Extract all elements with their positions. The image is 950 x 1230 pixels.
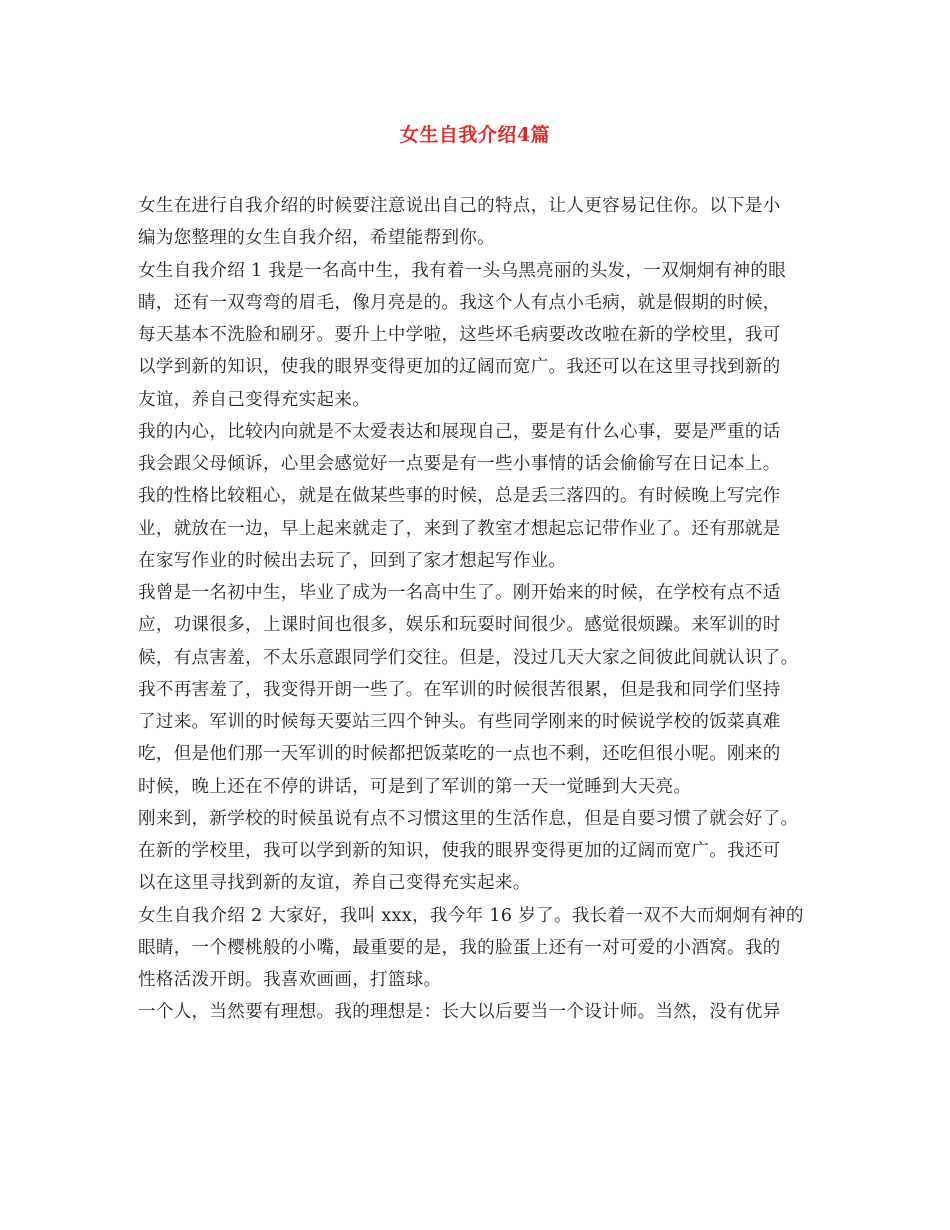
- text-line: 眼睛，一个樱桃般的小嘴，最重要的是，我的脸蛋上还有一对可爱的小酒窝。我的: [138, 937, 781, 958]
- text-line: 我的内心，比较内向就是不太爱表达和展现自己，要是有什么心事，要是严重的话: [138, 421, 781, 442]
- text-line: 每天基本不洗脸和刷牙。要升上中学啦，这些坏毛病要改改啦在新的学校里，我可: [138, 325, 781, 345]
- text-line: 候，有点害羞，不太乐意跟同学们交往。但是，没过几天大家之间彼此间就认识了。: [138, 647, 799, 668]
- text-line: 了过来。军训的时候每天要站三四个钟头。有些同学刚来的时候说学校的饭菜真难: [138, 712, 781, 732]
- document-title: 女生自我介绍4篇: [399, 124, 551, 146]
- document-body: [138, 190, 838, 1029]
- text-line: 应，功课很多，上课时间也很多，娱乐和玩耍时间很少。感觉很烦躁。来军训的时: [138, 615, 781, 636]
- text-line: 女生在进行自我介绍的时候要注意说出自己的特点，让人更容易记住你。以下是小: [138, 196, 781, 216]
- text-line: 性格活泼开朗。我喜欢画画，打篮球。: [138, 970, 442, 990]
- text-line: 我曾是一名初中生，毕业了成为一名高中生了。刚开始来的时候，在学校有点不适: [138, 583, 781, 603]
- text-line: 一个人，当然要有理想。我的理想是：长大以后要当一个设计师。当然，没有优异: [138, 1002, 781, 1023]
- text-line: 编为您整理的女生自我介绍，希望能帮到你。: [138, 228, 495, 249]
- text-line: 业，就放在一边，早上起来就走了，来到了教室才想起忘记带作业了。还有那就是: [138, 518, 781, 539]
- text-line: 我不再害羞了，我变得开朗一些了。在军训的时候很苦很累，但是我和同学们坚持: [138, 679, 781, 700]
- text-line: 我会跟父母倾诉，心里会感觉好一点要是有一些小事情的话会偷偷写在日记本上。: [138, 454, 781, 474]
- text-line: 在家写作业的时候出去玩了，回到了家才想起写作业。: [138, 550, 567, 571]
- text-line: 刚来到，新学校的时候虽说有点不习惯这里的生活作息，但是自要习惯了就会好了。: [138, 808, 799, 829]
- text-line: 在新的学校里，我可以学到新的知识，使我的眼界变得更加的辽阔而宽广。我还可: [138, 841, 781, 861]
- text-line: 女生自我介绍 1 我是一名高中生，我有着一头乌黑亮丽的头发，一双炯炯有神的眼: [138, 260, 787, 281]
- text-line: 友谊，养自己变得充实起来。: [138, 389, 371, 410]
- text-line: 我的性格比较粗心，就是在做某些事的时候，总是丢三落四的。有时候晚上写完作: [138, 486, 781, 507]
- text-line: 吃，但是他们那一天军训的时候都把饭菜吃的一点也不剩，还吃但很小呢。刚来的: [138, 744, 781, 765]
- text-line: 睛，还有一双弯弯的眉毛，像月亮是的。我这个人有点小毛病，就是假期的时候，: [138, 292, 781, 313]
- text-line: 以学到新的知识，使我的眼界变得更加的辽阔而宽广。我还可以在这里寻找到新的: [138, 357, 781, 378]
- text-line: 时候，晚上还在不停的讲话，可是到了军训的第一天一觉睡到大天亮。: [138, 776, 692, 797]
- text-line: 女生自我介绍 2 大家好，我叫 xxx，我今年 16 岁了。我长着一双不大而炯炯有神的: [138, 905, 804, 926]
- text-line: 以在这里寻找到新的友谊，养自己变得充实起来。: [138, 873, 531, 894]
